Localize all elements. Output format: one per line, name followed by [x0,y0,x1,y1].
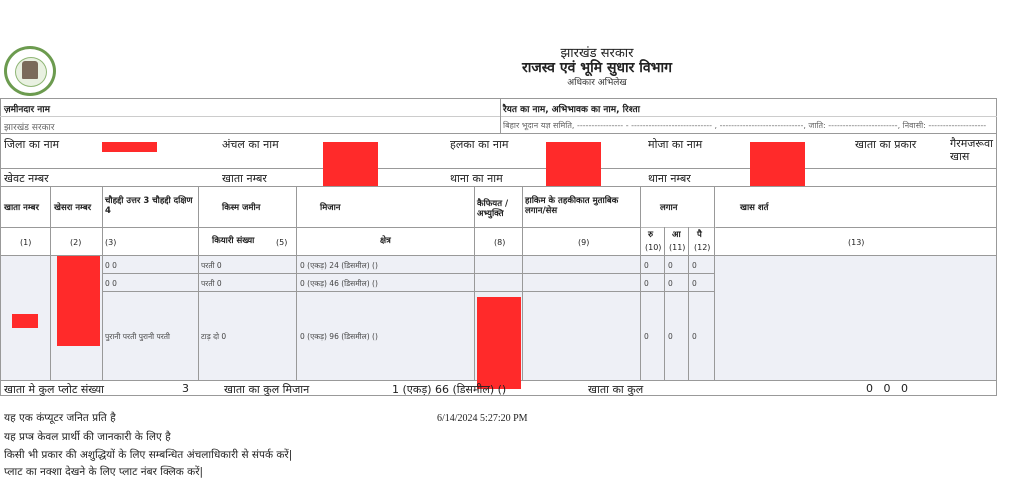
row1-chauhaddi: 0 0 [105,261,117,270]
col-kshetra: क्षेत्र [380,236,391,246]
total-area-label: खाता का कुल मिजान [224,383,310,396]
khata-type-value: गैरमजरूवा खास [950,137,993,163]
col-num-2: (2) [70,238,82,247]
row3-mizan: 0 (एकड़) 96 (डिसमील) () [300,332,378,341]
col-num-5: (5) [276,238,288,247]
row2-mizan: 0 (एकड़) 46 (डिसमील) () [300,279,378,288]
col-num-11: (11) [669,243,686,252]
col-kism-jameen: किस्म जमीन [222,203,261,213]
col-num-8: (8) [494,238,506,247]
district-redaction [102,142,157,152]
row3-aana: 0 [668,332,673,341]
khesra-number-redaction [57,256,100,346]
zamindar-value: झारखंड सरकार [4,123,55,133]
row2-rupee: 0 [644,279,649,288]
mauza-redaction [750,142,805,186]
col-khata-number: खाता नम्बर [4,203,39,213]
khata-total-label: खाता का कुल [588,383,644,396]
row3-rupee: 0 [644,332,649,341]
col-aana: आ [672,230,681,240]
col-chauhaddi: चौहद्दी उत्तर 3 चौहद्दी दक्षिण 4 [105,196,193,216]
total-area-value: 1 (एकड़) 66 (डिसमील) () [392,383,507,396]
kaifiyat-redaction [477,297,521,389]
col-mizan: मिजान [320,203,341,213]
col-kaifiyat: कैफियत / अभ्युक्ति [477,199,509,219]
row1-kiyari: परती 0 [201,261,222,270]
circle-redaction [323,142,378,186]
khata-no-label: खाता नम्बर [222,172,267,185]
row2-kiyari: परती 0 [201,279,222,288]
khewat-label: खेवट नम्बर [4,172,49,185]
col-num-13: (13) [848,238,865,247]
mauza-label: मोजा का नाम [648,138,703,151]
thana-name-label: थाना का नाम [450,172,503,185]
footer-line-2: यह प्रप्त्र केवल प्रार्थी की जानकारी के लिए है [4,431,171,443]
state-title: झारखंड सरकार [560,46,634,61]
col-num-12: (12) [694,243,711,252]
print-timestamp: 6/14/2024 5:27:20 PM [437,413,528,424]
row2-pai: 0 [692,279,697,288]
khata-type-label: खाता का प्रकार [855,138,917,151]
row2-chauhaddi: 0 0 [105,279,117,288]
col-khesra-number: खेसरा नम्बर [54,203,92,213]
row1-rupee: 0 [644,261,649,270]
jharkhand-emblem-icon [4,46,56,96]
col-num-10: (10) [645,243,662,252]
col-hakim-lagan: हाकिम के तहकीकात मुताबिक लगान/सेस [525,196,619,216]
col-num-9: (9) [578,238,590,247]
district-label: जिला का नाम [4,138,60,151]
row3-pai: 0 [692,332,697,341]
footer-line-3: किसी भी प्रकार की अशुद्धियों के लिए सम्बन्धित अंचलाधिकारी से संपर्क करें| [4,449,293,461]
footer-line-1: यह एक कंप्यूटर जनित प्रति है [4,412,116,424]
raiyat-label: रैयत का नाम, अभिभावक का नाम, रिश्ता [503,105,640,115]
department-title: राजस्व एवं भूमि सुधार विभाग [521,60,673,76]
thana-no-label: थाना नम्बर [648,172,691,185]
plot-count-value: 3 [182,382,189,395]
col-khas-shart: खास शर्त [740,203,769,213]
row2-aana: 0 [668,279,673,288]
col-kiyari-sankhya: कियारी संख्या [212,236,255,246]
plot-count-label: खाता मे कुल प्लोट संख्या [4,383,104,396]
col-pai: पै [697,230,702,240]
khata-number-redaction [12,314,38,328]
halka-label: हलका का नाम [450,138,509,151]
col-lagan: लगान [660,203,678,213]
khata-total-value: 0 0 0 [866,382,908,395]
footer-line-4: प्लाट का नक्शा देखने के लिए प्लाट नंबर क्लिक करें| [4,466,204,478]
row1-pai: 0 [692,261,697,270]
row1-mizan: 0 (एकड़) 24 (डिसमील) () [300,261,378,270]
col-num-3: (3) [105,238,117,247]
document-subtitle: अधिकार अभिलेख [567,78,627,88]
circle-label: अंचल का नाम [222,138,279,151]
row3-kiyari: टाड़ दो 0 [201,332,227,341]
col-num-1: (1) [20,238,32,247]
halka-redaction [546,142,601,186]
zamindar-label: ज़मीनदार नाम [4,105,51,115]
row1-aana: 0 [668,261,673,270]
col-rupee: रु [648,230,654,240]
row3-chauhaddi: पुरानी परती पुरानी परती [105,332,170,341]
raiyat-value: बिहार भूदान यज्ञ समिति, ---------------- - ---------------------------- , -----------------------------, जाति: ------------------------, निवासी: -------------------- [503,121,987,130]
